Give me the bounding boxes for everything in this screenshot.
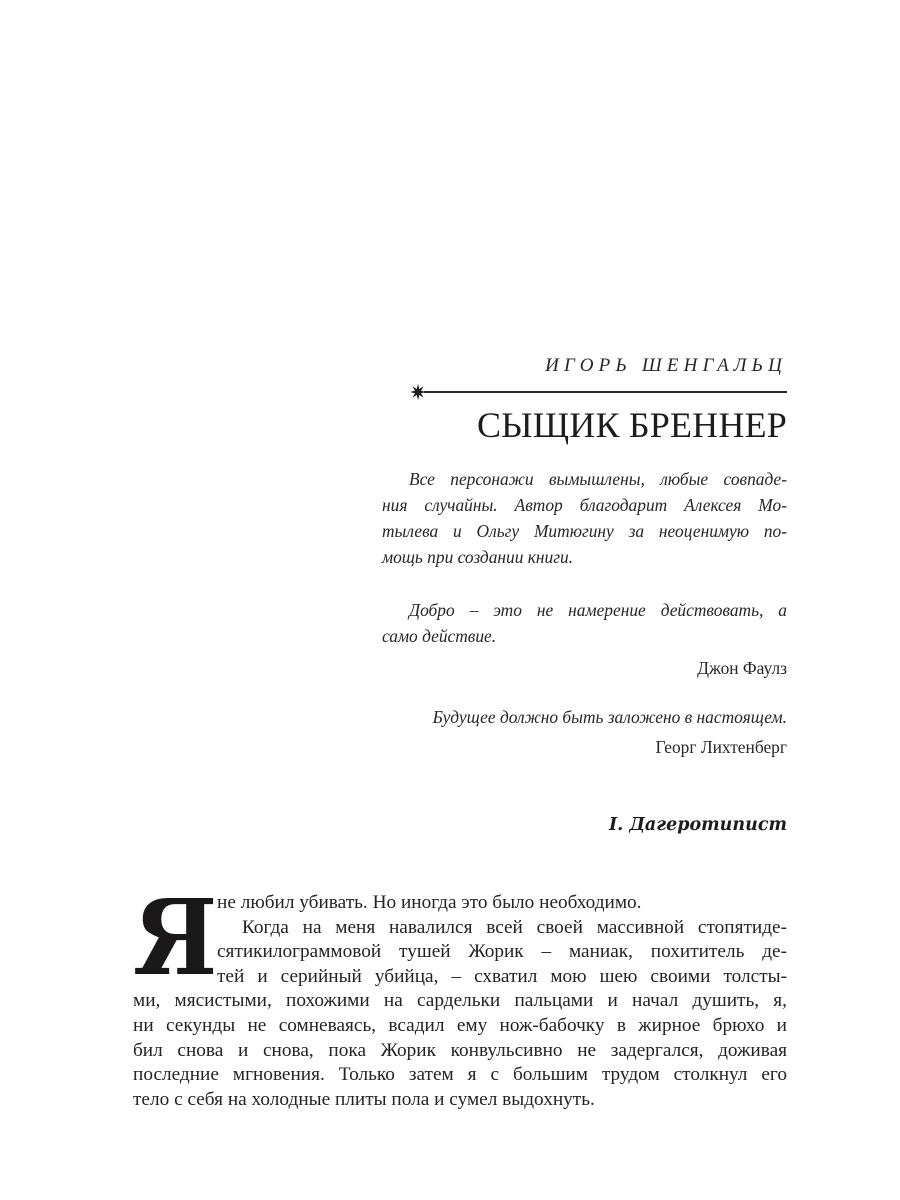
body-line: последние мгновения. Только затем я с большим трудом столкнул его bbox=[133, 1064, 787, 1086]
body-line: тело с себя на холодные плиты пола и сумел выдохнуть. bbox=[133, 1088, 595, 1110]
epigraph-author: Джон Фаулз bbox=[697, 658, 787, 678]
epigraph bbox=[382, 597, 787, 681]
body-line: не любил убивать. Но иногда это было необходимо. bbox=[217, 892, 642, 913]
body-line: сятикилограммовой тушей Жорик – маниак, похититель де- bbox=[217, 941, 787, 963]
disclaimer-line: тылева и Ольгу Митюгину за неоценимую по- bbox=[382, 521, 787, 541]
body-line: Когда на меня навалился всей своей массивной стопятиде- bbox=[242, 916, 787, 938]
author-name: ИГОРЬ ШЕНГАЛЬЦ bbox=[545, 355, 787, 376]
epigraph-line: само действие. bbox=[382, 626, 497, 646]
title-rule bbox=[410, 384, 787, 400]
body-line: бил снова и снова, пока Жорик конвульсивно не задергался, доживая bbox=[133, 1039, 787, 1061]
body-line: ми, мясистыми, похожими на сардельки пальцами и начал душить, я, bbox=[133, 990, 787, 1012]
chapter-heading: I. Дагеротипист bbox=[608, 815, 787, 835]
epigraph-line: Будущее должно быть заложено в настоящем. bbox=[432, 707, 787, 727]
book-title: СЫЩИК БРЕННЕР bbox=[476, 405, 787, 445]
disclaimer-line: мощь при создании книги. bbox=[382, 547, 574, 567]
chapter-body bbox=[133, 876, 787, 1112]
disclaimer-line: ния случайны. Автор благодарит Алексея Мо- bbox=[382, 495, 787, 515]
body-line: тей и серийный убийца, – схватил мою шею своими толсты- bbox=[217, 965, 787, 987]
drop-cap: Я bbox=[133, 876, 218, 999]
disclaimer bbox=[382, 466, 787, 570]
epigraph bbox=[382, 704, 787, 760]
epigraph-author: Георг Лихтенберг bbox=[655, 737, 787, 757]
horizontal-rule bbox=[424, 391, 787, 393]
body-line: ни секунды не сомневаясь, всадил ему нож-бабочку в жирное брюхо и bbox=[133, 1014, 787, 1036]
disclaimer-line: Все персонажи вымышлены, любые совпаде- bbox=[409, 469, 787, 489]
epigraph-line: Добро – это не намерение действовать, а bbox=[409, 600, 787, 620]
